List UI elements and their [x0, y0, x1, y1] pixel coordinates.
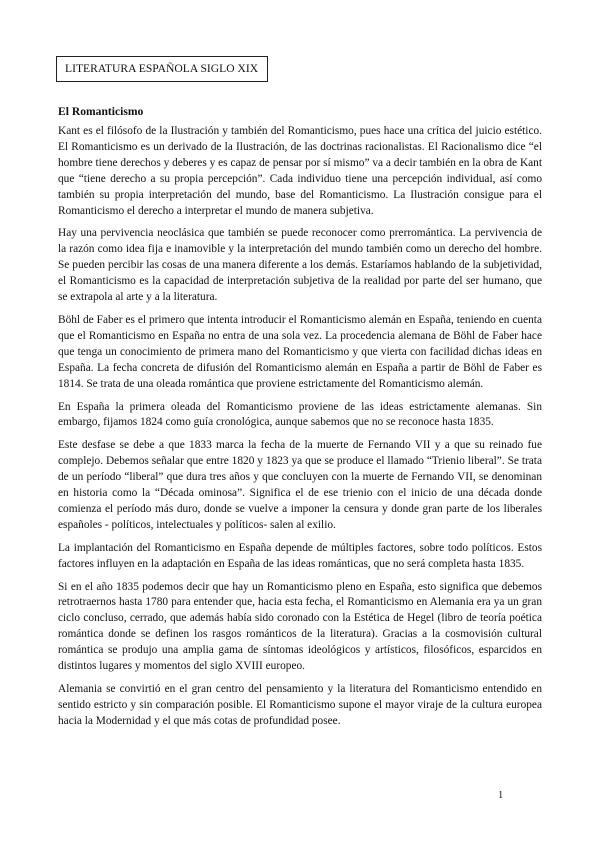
paragraph-2: Hay una pervivencia neoclásica que también se puede reconocer como prerromántica. La pervivencia de la razón como idea fija e inamovible y la interpretación del mundo también como un derecho del hombre. Se pueden percibir las cosas de una manera diferente a los demás. Estaríamos hablando de la subjetividad, el Romanticismo es la capacidad de interpretación subjetiva de la realidad por parte del ser humano, que se extrapola al arte y a la literatura.	[58, 227, 542, 304]
paragraph-6: La implantación del Romanticismo en España depende de múltiples factores, sobre todo políticos. Estos factores influyen en la adaptación en España de las ideas románticas, que no será completa hasta 1835.	[58, 541, 542, 570]
paragraph-3: Böhl de Faber es el primero que intenta introducir el Romanticismo alemán en España, teniendo en cuenta que el Romanticismo en España no entra de una sola vez. La procedencia alemana de Böhl de Faber hace que tenga un conocimiento de primera mano del Romanticismo y que vierta con facilidad dichas ideas en España. La fecha concreta de difusión del Romanticismo alemán en España a partir de Böhl de Faber es 1814. Se trata de una oleada romántica que proviene estrictamente del Romanticismo alemán.	[58, 313, 542, 390]
paragraph-1: Kant es el filósofo de la Ilustración y también del Romanticismo, pues hace una crítica del juicio estético. El Romanticismo es un derivado de la Ilustración, de las doctrinas racionalistas. El Racionalismo dice “el hombre tiene derechos y deberes y es capaz de pensar por sí mismo” va a decir también en la obra de Kant que “tiene derecho a su propia percepción”. Cada individuo tiene una percepción individual, así como también su propia interpretación del mundo, base del Romanticismo. La Ilustración consigue para el Romanticismo el derecho a interpretar el mundo de manera subjetiva.	[58, 125, 542, 217]
section-heading: El Romanticismo	[58, 105, 144, 118]
paragraph-4: En España la primera oleada del Romanticismo proviene de las ideas estrictamente alemanas. Sin embargo, fijamos 1824 como guía cronológica, aunque sabemos que no se reconoce hasta 1835.	[58, 400, 542, 429]
paragraph-7: Si en el año 1835 podemos decir que hay un Romanticismo pleno en España, esto significa que debemos retrotraernos hasta 1780 para entender que, hacia esta fecha, el Romanticismo en Alemania era ya un gran ciclo concluso, cerrado, que además había sido coronado con la Estética de Hegel (libro de teoría poética romántica donde se definen los rasgos románticos de la literatura). Gracias a la cosmovisión cultural romántica se produjo una amplia gama de síntomas ideológicos y artísticos, filosóficos, esparcidos en distintos lugares y momentos del siglo XVIII europeo.	[58, 580, 542, 673]
document-body	[58, 124, 542, 737]
paragraph-8: Alemania se convirtió en el gran centro del pensamiento y la literatura del Romanticismo entendido en sentido estricto y sin comparación posible. El Romanticismo supone el mayor viraje de la cultura europea hacia la Modernidad y el que más cotas de profundidad posee.	[58, 683, 542, 727]
page-number: 1	[498, 790, 504, 801]
paragraph-5: Este desfase se debe a que 1833 marca la fecha de la muerte de Fernando VII y a que su reinado fue complejo. Debemos señalar que entre 1820 y 1823 ya que se produce el llamado “Trienio liberal”. Se trata de un período “liberal” que dura tres años y que concluyen con la muerte de Fernando VII, se denominan en historia como la “Década ominosa”. Significa el de ese trienio con el inicio de una década donde comienza el período más duro, donde se vuelve a imponer la censura y donde gran parte de los liberales españoles - políticos, intelectuales y políticos- salen al exilio.	[58, 439, 542, 531]
document-title-box: LITERATURA ESPAÑOLA SIGLO XIX	[56, 56, 268, 82]
